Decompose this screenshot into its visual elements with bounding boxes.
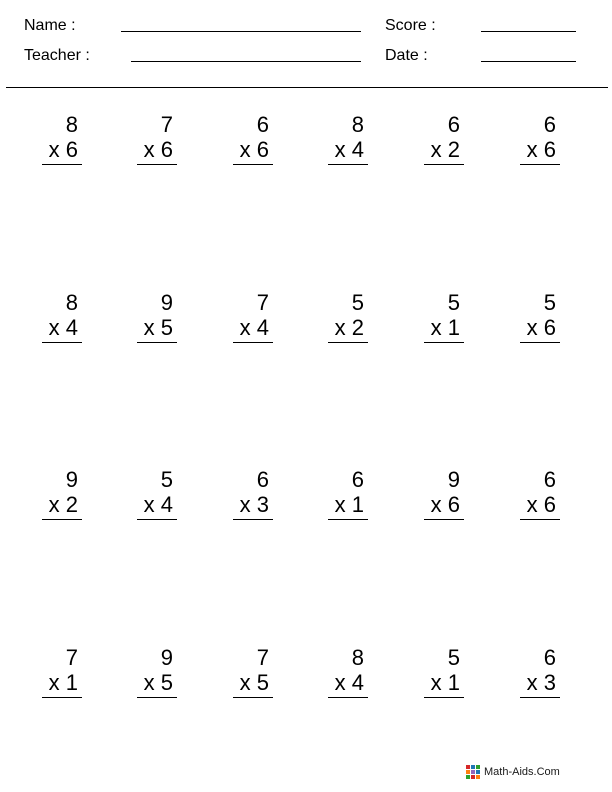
problem-multiplier: x 2 [430,137,460,162]
answer-rule[interactable] [328,164,368,165]
problem-multiplier: x 4 [334,670,364,695]
problem [42,646,82,702]
answer-rule[interactable] [233,164,273,165]
answer-rule[interactable] [137,342,177,343]
answer-rule[interactable] [137,519,177,520]
problem-top-number: 5 [351,290,364,315]
problem-top-number: 7 [256,645,269,670]
problem-top-number: 8 [351,112,364,137]
problem [42,468,82,524]
problem-top-number: 7 [160,112,173,137]
answer-rule[interactable] [328,519,368,520]
answer-rule[interactable] [233,519,273,520]
problem [520,291,560,347]
problem-top-number: 9 [160,290,173,315]
problem-multiplier: x 1 [334,492,364,517]
score-label: Score : [385,17,436,34]
problem-multiplier: x 5 [143,315,173,340]
answer-rule[interactable] [520,697,560,698]
problem [328,468,368,524]
problem [137,291,177,347]
problem-multiplier: x 5 [239,670,269,695]
problem-multiplier: x 4 [48,315,78,340]
answer-rule[interactable] [233,342,273,343]
teacher-label: Teacher : [24,47,90,64]
logo-square [466,765,470,769]
answer-rule[interactable] [328,342,368,343]
problem-top-number: 8 [351,645,364,670]
problem-multiplier: x 6 [48,137,78,162]
answer-rule[interactable] [424,697,464,698]
problem-top-number: 6 [543,467,556,492]
problem [328,291,368,347]
score-line[interactable] [481,31,576,32]
date-label: Date : [385,47,428,64]
problem-top-number: 5 [447,645,460,670]
logo-square [476,765,480,769]
name-line[interactable] [121,31,361,32]
problem-top-number: 6 [351,467,364,492]
problem [233,468,273,524]
problem [328,646,368,702]
teacher-line[interactable] [131,61,361,62]
problem-multiplier: x 1 [430,670,460,695]
problem-multiplier: x 6 [526,492,556,517]
problem-multiplier: x 4 [239,315,269,340]
problem [137,113,177,169]
problem-multiplier: x 6 [526,137,556,162]
problem [520,646,560,702]
problem [424,468,464,524]
problem-top-number: 6 [256,112,269,137]
problem [424,113,464,169]
logo-square [476,770,480,774]
answer-rule[interactable] [424,164,464,165]
problem [520,113,560,169]
problem-top-number: 6 [543,112,556,137]
answer-rule[interactable] [520,342,560,343]
problem-multiplier: x 6 [526,315,556,340]
problem-top-number: 7 [65,645,78,670]
problem-multiplier: x 5 [143,670,173,695]
answer-rule[interactable] [137,164,177,165]
problem-top-number: 6 [543,645,556,670]
problem-multiplier: x 4 [334,137,364,162]
answer-rule[interactable] [42,519,82,520]
problem [233,646,273,702]
problem-top-number: 6 [447,112,460,137]
problem [137,646,177,702]
answer-rule[interactable] [328,697,368,698]
logo-square [466,775,470,779]
answer-rule[interactable] [520,519,560,520]
problem [233,291,273,347]
problem [42,113,82,169]
problem-multiplier: x 3 [526,670,556,695]
problem [520,468,560,524]
problem-multiplier: x 6 [430,492,460,517]
problem-top-number: 6 [256,467,269,492]
logo-square [471,770,475,774]
answer-rule[interactable] [424,519,464,520]
math-aids-logo-icon [466,765,480,779]
answer-rule[interactable] [42,342,82,343]
problem-top-number: 8 [65,290,78,315]
problem-multiplier: x 2 [334,315,364,340]
problem [137,468,177,524]
answer-rule[interactable] [42,164,82,165]
problem-multiplier: x 4 [143,492,173,517]
logo-square [471,765,475,769]
problem-top-number: 7 [256,290,269,315]
problem [328,113,368,169]
footer [466,765,560,779]
problem-multiplier: x 1 [48,670,78,695]
problem-top-number: 8 [65,112,78,137]
problem-top-number: 9 [447,467,460,492]
date-line[interactable] [481,61,576,62]
problem-multiplier: x 1 [430,315,460,340]
header-divider [6,87,608,88]
problem [424,291,464,347]
name-label: Name : [24,17,76,34]
answer-rule[interactable] [424,342,464,343]
footer-site-text: Math-Aids.Com [484,766,560,778]
problem [424,646,464,702]
problem-top-number: 5 [447,290,460,315]
problem [42,291,82,347]
logo-square [466,770,470,774]
problem-multiplier: x 6 [239,137,269,162]
problem-multiplier: x 3 [239,492,269,517]
problem-top-number: 9 [160,645,173,670]
answer-rule[interactable] [233,697,273,698]
answer-rule[interactable] [520,164,560,165]
logo-square [471,775,475,779]
answer-rule[interactable] [137,697,177,698]
problem-multiplier: x 2 [48,492,78,517]
problem-top-number: 9 [65,467,78,492]
problem-top-number: 5 [160,467,173,492]
problem-top-number: 5 [543,290,556,315]
logo-square [476,775,480,779]
answer-rule[interactable] [42,697,82,698]
problem-multiplier: x 6 [143,137,173,162]
problem [233,113,273,169]
